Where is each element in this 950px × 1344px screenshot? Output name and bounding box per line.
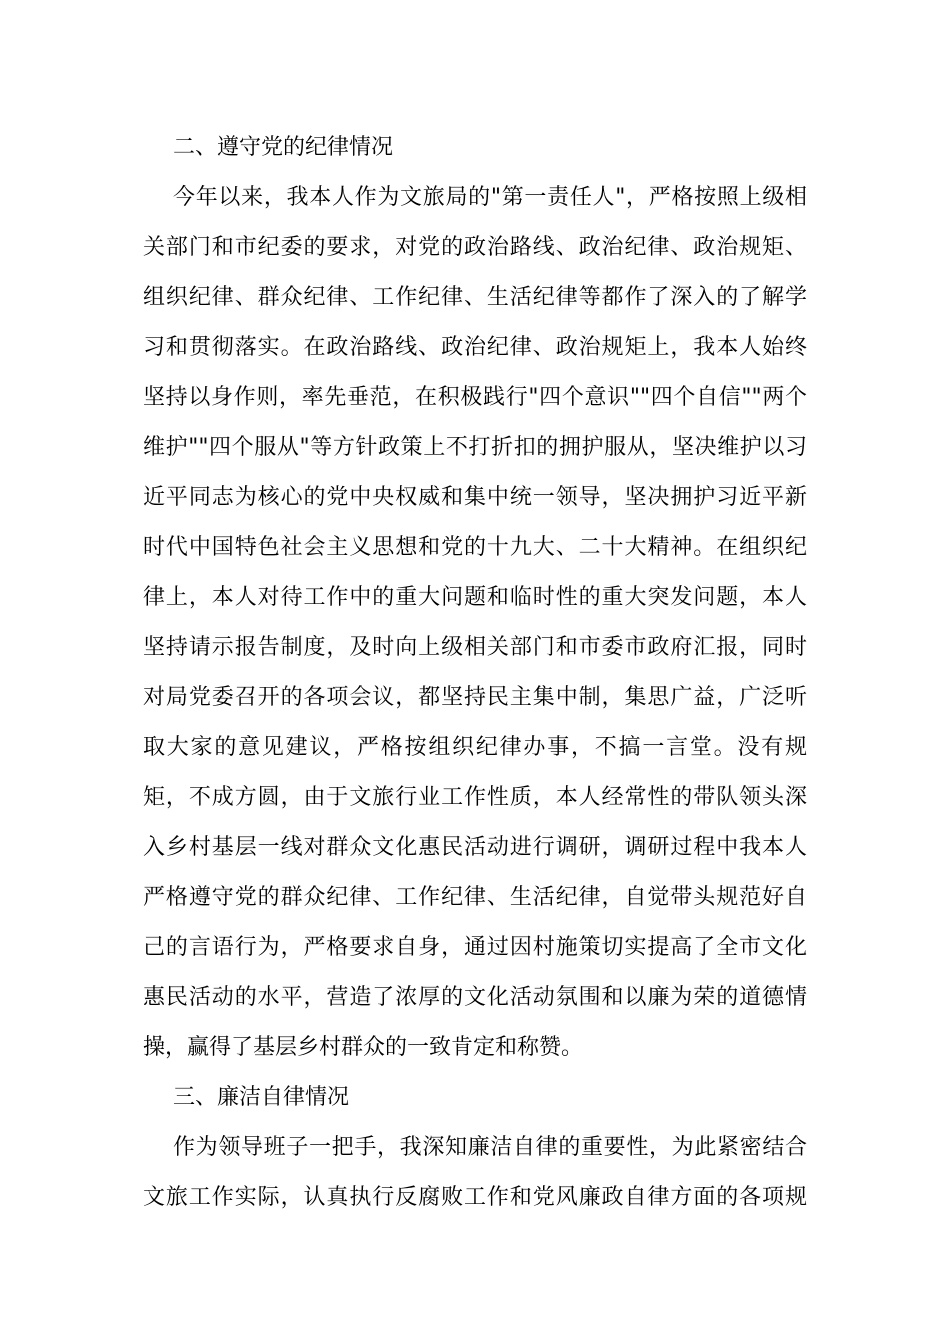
section-heading-integrity: 三、廉洁自律情况 [173,1085,350,1110]
paragraph-line: 近平同志为核心的党中央权威和集中统一领导，坚决拥护习近平新 [143,485,807,510]
section-heading-discipline: 二、遵守党的纪律情况 [173,135,394,160]
paragraph-line: 维护""四个服从"等方针政策上不打折扣的拥护服从，坚决维护以习 [143,435,807,460]
paragraph-line: 矩，不成方圆，由于文旅行业工作性质，本人经常性的带队领头深 [143,785,807,810]
paragraph-line: 习和贯彻落实。在政治路线、政治纪律、政治规矩上，我本人始终 [143,335,807,360]
paragraph-line: 对局党委召开的各项会议，都坚持民主集中制，集思广益，广泛听 [143,685,807,710]
paragraph-line: 文旅工作实际，认真执行反腐败工作和党风廉政自律方面的各项规 [143,1185,807,1210]
paragraph-line: 严格遵守党的群众纪律、工作纪律、生活纪律，自觉带头规范好自 [143,885,807,910]
paragraph-line: 今年以来，我本人作为文旅局的"第一责任人"，严格按照上级相 [173,185,807,210]
paragraph-line: 操，赢得了基层乡村群众的一致肯定和称赞。 [143,1035,584,1060]
paragraph-line: 坚持请示报告制度，及时向上级相关部门和市委市政府汇报，同时 [143,635,807,660]
paragraph-line: 坚持以身作则，率先垂范，在积极践行"四个意识""四个自信""两个 [143,385,807,410]
paragraph-line: 惠民活动的水平，营造了浓厚的文化活动氛围和以廉为荣的道德情 [143,985,807,1010]
paragraph-line: 组织纪律、群众纪律、工作纪律、生活纪律等都作了深入的了解学 [143,285,807,310]
paragraph-discipline [143,173,807,1073]
paragraph-line: 时代中国特色社会主义思想和党的十九大、二十大精神。在组织纪 [143,535,807,560]
paragraph-line: 作为领导班子一把手，我深知廉洁自律的重要性，为此紧密结合 [173,1135,807,1160]
document-body [143,123,807,1223]
paragraph-line: 己的言语行为，严格要求自身，通过因村施策切实提高了全市文化 [143,935,807,960]
paragraph-line: 律上，本人对待工作中的重大问题和临时性的重大突发问题，本人 [143,585,807,610]
paragraph-line: 取大家的意见建议，严格按组织纪律办事，不搞一言堂。没有规 [143,735,807,760]
paragraph-line: 关部门和市纪委的要求，对党的政治路线、政治纪律、政治规矩、 [143,235,807,260]
paragraph-integrity [143,1123,807,1223]
paragraph-line: 入乡村基层一线对群众文化惠民活动进行调研，调研过程中我本人 [143,835,807,860]
